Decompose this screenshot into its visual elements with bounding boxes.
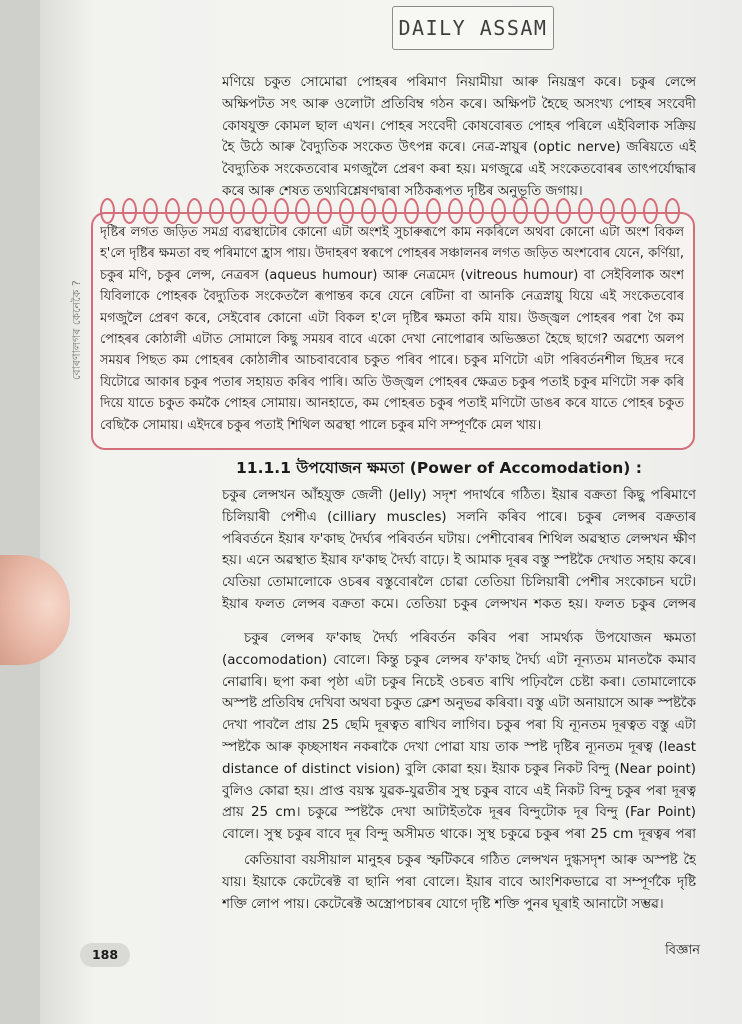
- spiral-ring: [100, 198, 115, 224]
- near-far-point-paragraph: চকুৰ লেন্সৰ ফ'কাছ দৈৰ্ঘ্য পৰিবৰ্তন কৰিব পৰা সামৰ্থ্যক উপযোজন ক্ষমতা (accomodation) বোলে। কিন্তু চকুৰ লেন্সৰ ফ'কাছ দৈৰ্ঘ্য এটা নূন্যতম মানতকৈ কমাব নোৱাৰি। ছপা কৰা পৃষ্ঠা এটা চকুৰ নিচেই ওচৰত ৰাখি পঢ়িবলৈ চেষ্টা কৰা। তোমালোকে অস্পষ্ট প্ৰতিবিম্ব দেখিবা অথবা চকুত ক্লেশ অনুভৱ কৰিবা। বস্তু এটা অনায়াসে আৰু স্পষ্টকৈ দেখা পাবলৈ প্ৰায় 25 ছেমি দূৰত্বত ৰাখিব লাগিব। চকুৰ পৰা যি ন্যূনতম দূৰত্বত বস্তু এটা স্পষ্টকৈ আৰু কৃচ্ছসাধন নকৰাকৈ দেখা পোৱা যায় তাক স্পষ্ট দৃষ্টিৰ ন্যূনতম দূৰত্ব (least distance of distinct vision) বুলি কোৱা হয়। ইয়াক চকুৰ নিকট বিন্দু (Near point) বুলিও কোৱা হয়। প্ৰাপ্ত বয়স্ক যুৱক-যুৱতীৰ সুস্থ চকুৰ বাবে এই নিকট বিন্দু চকুৰ পৰা দূৰত্ব প্ৰায় 25 cm। চকুৱে স্পষ্টকৈ দেখা আটাইতকৈ দূৰৰ বিন্দুটোক দূৰ বিন্দু (Far Point) বোলে। সুস্থ চকুৰ বাবে দূৰ বিন্দু অসীমত থাকে। সুস্থ চকুৱে চকুৰ পৰা 25 cm দূৰত্বৰ পৰা: [222, 631, 696, 843]
- spiral-ring: [448, 198, 463, 224]
- spiral-ring: [404, 198, 419, 224]
- info-box-text: দৃষ্টিৰ লগত জড়িত সমগ্ৰ ব্যৱস্থাটোৰ কোনো এটা অংশই সুচাৰুৰূপে কাম নকৰিলে অথবা কোনো এটা অংশ বিকল হ'লে দৃষ্টিৰ ক্ষমতা বহু পৰিমাণে হ্ৰাস পায়। উদাহৰণ স্বৰূপে পোহৰৰ সঞ্চালনৰ লগত জড়িত অংশবোৰ যেনে, কৰ্ণিয়া, চকুৰ মণি, চকুৰ লেন্স, নেত্ৰৰস (aqueus humour) আৰু নেত্ৰমেদ (vitreous humour) বা সেইবিলাক অংশ যিবিলাকে পোহৰক বৈদ্যুতিক সংকেতলৈ ৰূপান্তৰ কৰে যেনে ৰেটিনা বা আনকি নেত্ৰস্নায়ু যিয়ে এই সংকেতবোৰ মগজুলৈ প্ৰেৰণ কৰে, সেইবোৰ কোনো এটা বিকল হ'লে দৃষ্টিৰ ক্ষমতা কমি যায়। উজ্জ্বল পোহৰৰ পৰা গৈ কম পোহৰৰ কোঠালী এটাত সোমালে কিছু সময়ৰ বাবে একো দেখা নোপোৱাৰ অভিজ্ঞতা হৈছে ছাগে? অৱশ্যে অলপ সময়ৰ পিছত কম পোহৰৰ কোঠালীৰ আচবাববোৰ চকুত পৰিব পাৰে। চকুৰ মণিটো এটা পৰিবৰ্তনশীল ছিদ্ৰৰ দৰে যিটোৱে আকাৰ চকুৰ পতাৰ সহায়ত কৰিব পাৰি। অতি উজ্জ্বল পোহৰৰ ক্ষেত্ৰত চকুৰ পতাই চকুৰ মণিটো সৰু কৰি দিয়ে যাতে চকুত কমকৈ পোহৰ সোমায়। আনহাতে, কম পোহৰত চকুৰ পতাই মণিটো ডাঙৰ কৰে যাতে পোহৰ চকুত বেছিকৈ সোমায়। এইদৰে চকুৰ পতাই শিথিল অৱস্থা পালে চকুৰ মণি সম্পূৰ্ণকৈ মেল খায়।: [100, 225, 684, 433]
- spiral-ring: [513, 198, 528, 224]
- spiral-ring: [339, 198, 354, 224]
- spiral-ring: [209, 198, 224, 224]
- spiral-ring: [643, 198, 658, 224]
- spiral-ring: [165, 198, 180, 224]
- spiral-ring: [122, 198, 137, 224]
- spiral-ring: [187, 198, 202, 224]
- accommodation-paragraph: চকুৰ লেন্সখন আঁহযুক্ত জেলী (Jelly) সদৃশ পদাৰ্থৰে গঠিত। ইয়াৰ বক্ৰতা কিছু পৰিমাণে চিলিয়াৰী পেশীএ (cilliary muscles) সলনি কৰিব পাৰে। চকুৰ লেন্সৰ বক্ৰতাৰ পৰিবৰ্তনে ইয়াৰ ফ'কাছ দৈৰ্ঘ্যৰ পৰিবৰ্তন ঘটায়। পেশীবোৰৰ শিথিল অৱস্থাত লেন্সখন ক্ষীণ হয়। এনে অৱস্থাত ইয়াৰ ফ'কাছ দৈৰ্ঘ্য বাঢ়ে। ই আমাক দূৰৰ বস্তু স্পষ্টকৈ দেখাত সহায় কৰে। যেতিয়া তোমালোকে ওচৰৰ বস্তুবোৰলৈ চোৱা তেতিয়া চিলিয়াৰী পেশীৰ সংকোচন ঘটে। ইয়াৰ ফলত লেন্সৰ বক্ৰতা কমে। তেতিয়া চকুৰ লেন্সখন শকত হয়। ফলত চকুৰ লেন্সৰ: [222, 488, 696, 612]
- spiral-ring: [361, 198, 376, 224]
- margin-running-text: বোৰণালগৰ কেনেকৈ ?: [70, 280, 83, 380]
- spiral-ring: [600, 198, 615, 224]
- daily-assam-stamp: DAILY ASSAM: [392, 6, 554, 50]
- spiral-ring: [143, 198, 158, 224]
- spiral-ring: [556, 198, 571, 224]
- spiral-ring: [534, 198, 549, 224]
- spiral-ring: [621, 198, 636, 224]
- spiral-ring: [578, 198, 593, 224]
- subject-footer: বিজ্ঞান: [665, 943, 700, 958]
- cataract-paragraph: কেতিয়াবা বয়সীয়াল মানুহৰ চকুৰ স্ফটিকৰে গঠিত লেন্সখন দুগ্ধসদৃশ আৰু অস্পষ্ট হৈ যায়। ইয়াকে কেটেৰেক্ট বা ছানি পৰা বোলে। ইয়াৰ বাবে আংশিকভাৱে বা সম্পূৰ্ণকৈ দৃষ্টি শক্তি লোপ পায়। কেটেৰেক্ট অস্ত্ৰোপচাৰৰ যোগে দৃষ্টি শক্তি পুনৰ ঘূৰাই আনাটো সম্ভৱ।: [222, 853, 696, 912]
- spiral-ring: [665, 198, 680, 224]
- spiral-ring: [317, 198, 332, 224]
- spiral-ring: [252, 198, 267, 224]
- spiral-ring: [491, 198, 506, 224]
- spiral-ring: [469, 198, 484, 224]
- spiral-ring: [274, 198, 289, 224]
- section-heading: 11.1.1 উপযোজন ক্ষমতা (Power of Accomodation) :: [236, 459, 642, 477]
- spiral-ring: [230, 198, 245, 224]
- intro-paragraph: মণিয়ে চকুত সোমোৱা পোহৰৰ পৰিমাণ নিয়ামীয়া আৰু নিয়ন্ত্ৰণ কৰে। চকুৰ লেন্সে অক্ষিপটত সৎ আৰু ওলোটা প্ৰতিবিম্ব গঠন কৰে। অক্ষিপট হৈছে অসংখ্য পোহৰ সংবেদী কোষযুক্ত কোমল ছাল এখন। পোহৰ সংবেদী কোষবোৰত পোহৰ পৰিলে এইবিলাক সক্ৰিয় হৈ উঠে আৰু বৈদ্যুতিক সংকেত উৎপন্ন কৰে। নেত্ৰ-স্নায়ুৰ (optic nerve) জৰিয়তে এই বৈদ্যুতিক সংকেতবোৰ মগজুলৈ প্ৰেৰণ কৰা হয়। মগজুৱে এই সংকেতবোৰৰ তাৎপৰ্যোদ্ধাৰ কৰে আৰু শেষত তথ্যবিশ্লেষণদ্বাৰা সঠিকৰূপত দৃষ্টিৰ অনুভূতি জগায়।: [222, 75, 696, 199]
- spiral-ring: [382, 198, 397, 224]
- page-number: 188: [80, 943, 130, 967]
- spiral-ring: [295, 198, 310, 224]
- spiral-ring: [426, 198, 441, 224]
